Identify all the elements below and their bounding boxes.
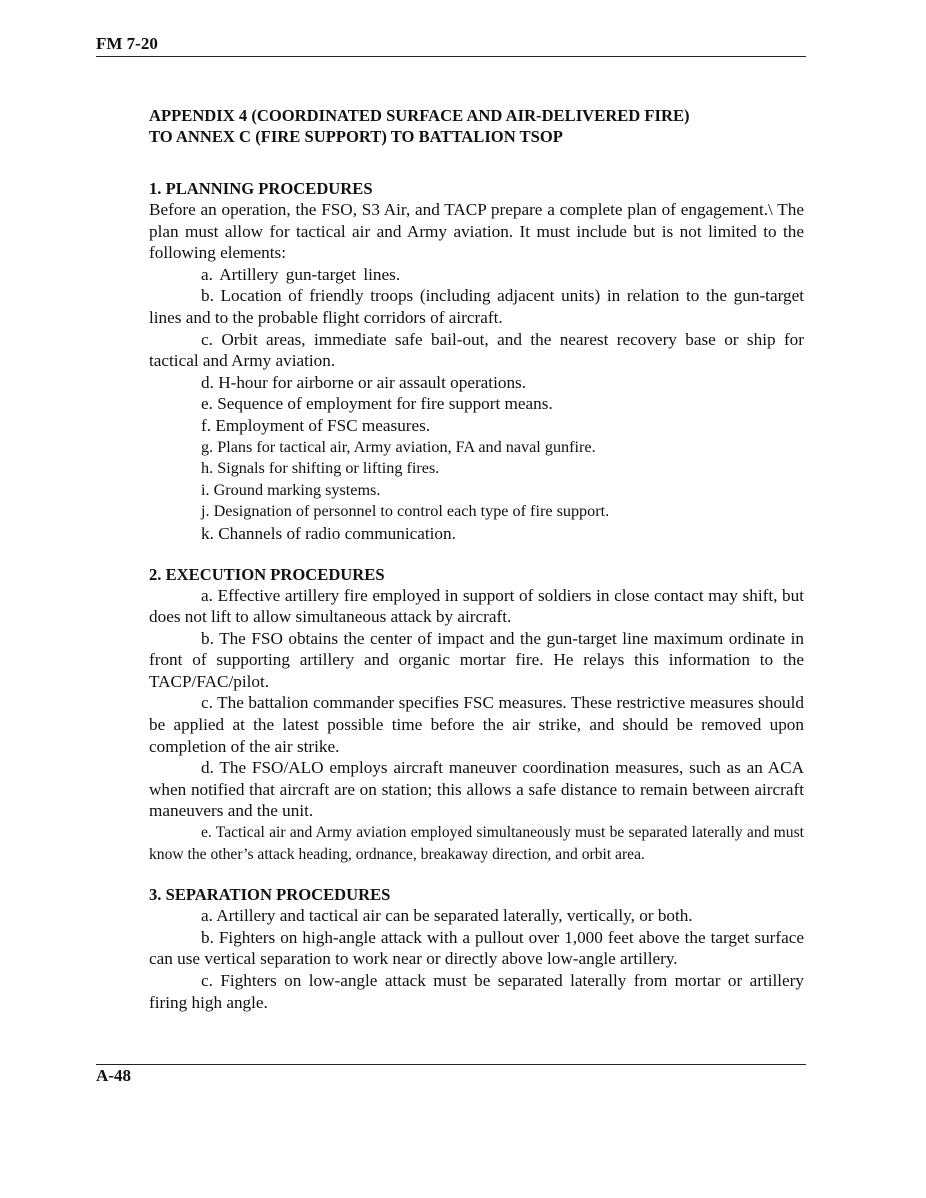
- section-3-title: 3. SEPARATION PROCEDURES: [149, 885, 391, 905]
- appendix-title-line-1: APPENDIX 4 (COORDINATED SURFACE AND AIR-DELIVERED FIRE): [149, 106, 690, 125]
- footer-rule: [96, 1064, 806, 1065]
- list-item: d. H-hour for airborne or air assault operations.: [201, 372, 527, 392]
- list-item: h. Signals for shifting or lifting fires.: [201, 459, 440, 478]
- appendix-title-line-2: TO ANNEX C (FIRE SUPPORT) TO BATTALION TSOP: [149, 126, 563, 146]
- list-item: g. Plans for tactical air, Army aviation, FA and naval gunfire.: [201, 437, 596, 456]
- page-header-label: FM 7-20: [96, 34, 158, 53]
- header-rule: [96, 56, 806, 57]
- paragraph: c. Fighters on low-angle attack must be separated laterally from mortar or artillery firing high angle.: [149, 971, 804, 1012]
- paragraph: e. Tactical air and Army aviation employed simultaneously must be separated laterally and must know the other’s attack heading, ordnance, breakaway direction, and orbit area.: [149, 824, 804, 863]
- paragraph: c. The battalion commander specifies FSC measures. These restrictive measures should be applied at the latest possible time before the air strike, and should be removed upon completion of the air strike.: [149, 693, 804, 756]
- list-item: i. Ground marking systems.: [201, 480, 381, 499]
- list-item: e. Sequence of employment for fire support means.: [201, 394, 553, 414]
- paragraph: d. The FSO/ALO employs aircraft maneuver coordination measures, such as an ACA when notified that aircraft are on station; this allows a safe distance to remain between aircraft maneuvers and the unit.: [149, 758, 804, 821]
- section-1-title: 1. PLANNING PROCEDURES: [149, 179, 373, 198]
- section-2-title: 2. EXECUTION PROCEDURES: [149, 564, 385, 584]
- list-item: f. Employment of FSC measures.: [201, 415, 431, 435]
- list-item: a. Artillery gun-target lines.: [201, 264, 401, 284]
- paragraph: b. Fighters on high-angle attack with a pullout over 1,000 feet above the target surface can use vertical separation to work near or directly above low-angle artillery.: [149, 927, 804, 969]
- paragraph: a. Artillery and tactical air can be separated laterally, vertically, or both.: [201, 906, 693, 926]
- section-1-intro: Before an operation, the FSO, S3 Air, and TACP prepare a complete plan of engagement.\ The plan must allow for tactical air and Army aviation. It must include but is not limited to the following elements:: [149, 200, 804, 263]
- paragraph: b. The FSO obtains the center of impact and the gun-target line maximum ordinate in front of supporting artillery and organic mortar fire. He relays this information to the TACP/FAC/pilot.: [149, 628, 804, 691]
- list-item: k. Channels of radio communication.: [201, 523, 456, 543]
- list-item: j. Designation of personnel to control each type of fire support.: [201, 502, 610, 521]
- list-item: b. Location of friendly troops (including adjacent units) in relation to the gun-target lines and to the probable flight corridors of aircraft.: [149, 286, 804, 327]
- page-content: [149, 106, 804, 1013]
- paragraph: a. Effective artillery fire employed in support of soldiers in close contact may shift, but does not lift to allow simultaneous attack by aircraft.: [149, 585, 804, 627]
- list-item: c. Orbit areas, immediate safe bail-out, and the nearest recovery base or ship for tactical and Army aviation.: [149, 329, 804, 371]
- page-number: A-48: [96, 1066, 131, 1085]
